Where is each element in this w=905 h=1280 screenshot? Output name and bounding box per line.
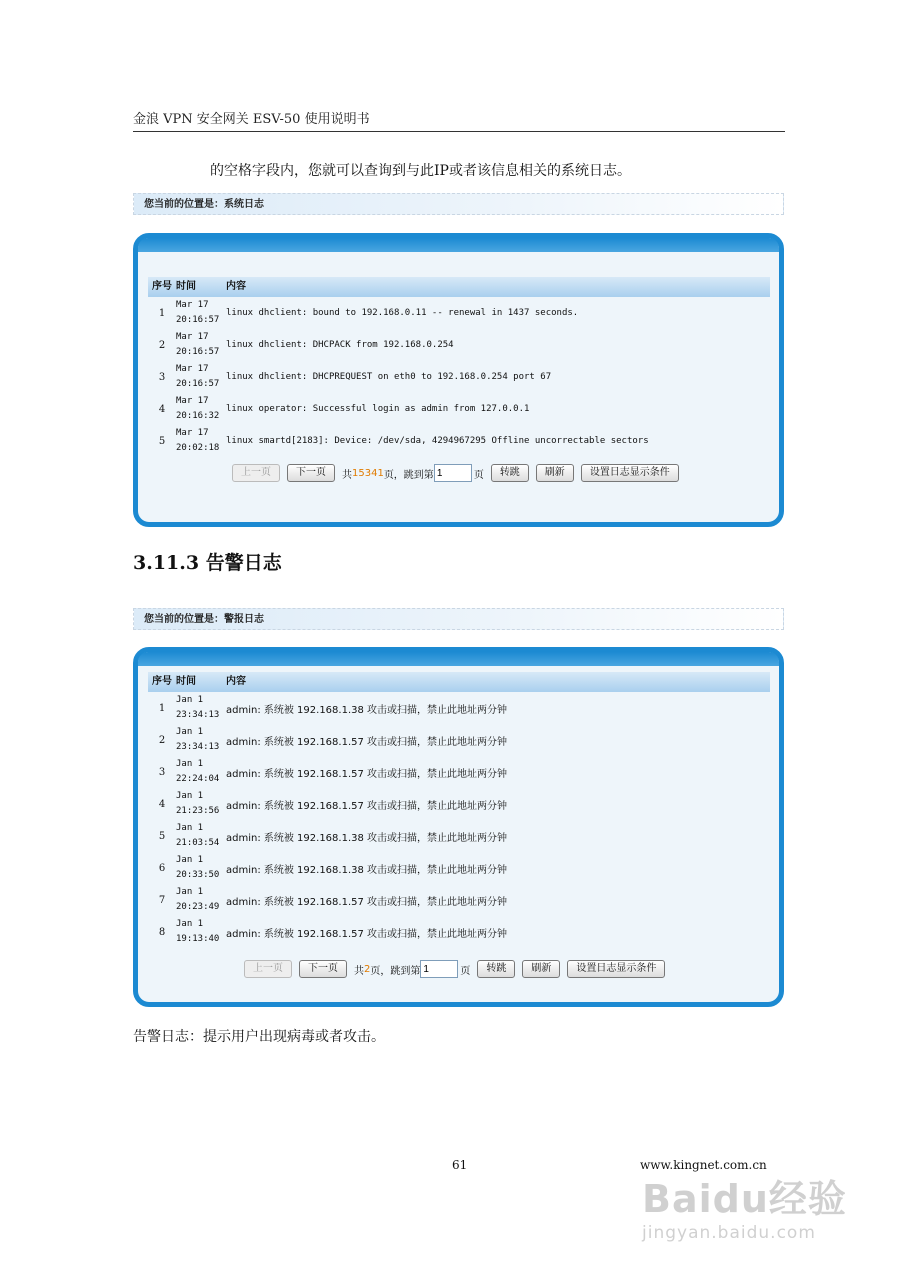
row-no: 4 [158,798,166,810]
col-time-header: 时间 [176,676,196,687]
row-content: admin: 系统被 192.168.1.57 攻击或扫描，禁止此地址两分钟 [226,928,508,940]
row-no: 8 [158,926,166,938]
row-clock: 20:16:32 [176,411,220,421]
col-content-header: 内容 [226,676,246,687]
system-log-table [148,277,770,457]
system-log-breadcrumb: 您当前的位置是：系统日志 [133,193,784,215]
display-settings-button[interactable]: 设置日志显示条件 [581,464,679,482]
row-clock: 20:16:57 [176,379,220,389]
prev-page-button[interactable]: 上一页 [232,464,280,482]
total-pages: 15341 [352,467,384,479]
page-number-input[interactable] [434,464,472,482]
table-row [148,361,770,393]
row-time [176,853,226,883]
row-date: Jan 1 [176,791,204,801]
row-clock: 22:24:04 [176,774,220,784]
row-time [176,725,226,755]
watermark-url: jingyan.baidu.com [642,1223,816,1243]
row-date: Jan 1 [176,759,204,769]
row-content: admin: 系统被 192.168.1.57 攻击或扫描，禁止此地址两分钟 [226,736,508,748]
table-row [148,916,770,948]
row-clock: 21:23:56 [176,806,220,816]
panel-topbar [138,652,779,666]
table-row [148,393,770,425]
row-date: Mar 17 [176,300,209,310]
row-date: Mar 17 [176,428,209,438]
row-no: 6 [158,862,166,874]
row-content: admin: 系统被 192.168.1.38 攻击或扫描，禁止此地址两分钟 [226,864,508,876]
table-row [148,884,770,916]
row-clock: 23:34:13 [176,742,220,752]
row-content: admin: 系统被 192.168.1.57 攻击或扫描，禁止此地址两分钟 [226,896,508,908]
table-row [148,692,770,724]
row-time [176,362,226,392]
row-no: 3 [158,766,166,778]
row-time [176,394,226,424]
row-clock: 21:03:54 [176,838,220,848]
alarm-log-table [148,672,770,948]
panel-topbar [138,238,779,252]
row-no: 2 [158,734,166,746]
system-log-pager [232,464,686,482]
row-time [176,789,226,819]
row-clock: 20:16:57 [176,347,220,357]
col-no-header: 序号 [152,281,172,292]
row-time [176,426,226,456]
row-no: 1 [158,307,166,319]
alarm-log-panel [133,647,784,1007]
row-no: 1 [158,702,166,714]
row-time [176,757,226,787]
row-time [176,885,226,915]
page-suffix: 页 [460,965,471,977]
col-time-header: 时间 [176,281,196,292]
row-clock: 23:34:13 [176,710,220,720]
table-header [148,277,770,297]
row-content: admin: 系统被 192.168.1.57 攻击或扫描，禁止此地址两分钟 [226,800,508,812]
section-title: 3.11.3 告警日志 [133,552,282,574]
table-row [148,852,770,884]
row-content: linux dhclient: bound to 192.168.0.11 -- renewal in 1437 seconds. [226,308,579,318]
row-no: 7 [158,894,166,906]
row-clock: 20:02:18 [176,443,220,453]
row-no: 3 [158,371,166,383]
row-no: 4 [158,403,166,415]
total-suffix: 页，跳到第 [383,469,434,481]
row-content: linux dhclient: DHCPACK from 192.168.0.254 [226,340,454,350]
row-time [176,330,226,360]
row-content: admin: 系统被 192.168.1.38 攻击或扫描，禁止此地址两分钟 [226,704,508,716]
total-prefix: 共 [342,469,352,481]
baidu-watermark [642,1168,862,1268]
row-date: Mar 17 [176,364,209,374]
row-clock: 20:33:50 [176,870,220,880]
page-suffix: 页 [473,469,484,481]
row-no: 5 [158,435,166,447]
total-suffix: 页，跳到第 [370,965,421,977]
row-date: Jan 1 [176,727,204,737]
col-content-header: 内容 [226,281,246,292]
row-clock: 20:23:49 [176,902,220,912]
table-row [148,724,770,756]
next-page-button[interactable]: 下一页 [287,464,335,482]
table-row [148,756,770,788]
total-pages: 2 [364,963,371,975]
table-header [148,672,770,692]
document-header: 金浪 VPN 安全网关 ESV-50 使用说明书 [133,108,785,132]
table-row [148,425,770,457]
refresh-button[interactable]: 刷新 [536,464,574,482]
row-date: Mar 17 [176,396,209,406]
row-content: admin: 系统被 192.168.1.57 攻击或扫描，禁止此地址两分钟 [226,768,508,780]
alarm-log-pager [244,960,672,978]
row-no: 5 [158,830,166,842]
row-content: admin: 系统被 192.168.1.38 攻击或扫描，禁止此地址两分钟 [226,832,508,844]
row-date: Jan 1 [176,695,204,705]
display-settings-button[interactable]: 设置日志显示条件 [567,960,665,978]
intro-paragraph: 的空格字段内，您就可以查询到与此IP或者该信息相关的系统日志。 [210,163,631,179]
jump-button[interactable]: 转跳 [491,464,529,482]
table-row [148,820,770,852]
jump-button[interactable]: 转跳 [477,960,515,978]
row-time [176,298,226,328]
row-date: Jan 1 [176,887,204,897]
row-time [176,821,226,851]
alarm-log-breadcrumb: 您当前的位置是：警报日志 [133,608,784,630]
website-link: www.kingnet.com.cn [640,1158,767,1172]
next-page-button[interactable]: 下一页 [299,960,347,978]
page-number: 61 [452,1158,468,1172]
row-clock: 20:16:57 [176,315,220,325]
table-row [148,297,770,329]
row-date: Mar 17 [176,332,209,342]
row-time [176,693,226,723]
system-log-panel [133,233,784,527]
row-content: linux operator: Successful login as admin from 127.0.0.1 [226,404,530,414]
refresh-button[interactable]: 刷新 [522,960,560,978]
alarm-log-description: 告警日志：提示用户出现病毒或者攻击。 [133,1029,385,1045]
row-content: linux dhclient: DHCPREQUEST on eth0 to 192.168.0.254 port 67 [226,372,552,382]
row-date: Jan 1 [176,855,204,865]
row-clock: 19:13:40 [176,934,220,944]
row-date: Jan 1 [176,823,204,833]
prev-page-button[interactable]: 上一页 [244,960,292,978]
row-no: 2 [158,339,166,351]
watermark-logo: Baidu经验 [642,1177,847,1221]
col-no-header: 序号 [152,676,172,687]
page-number-input[interactable] [420,960,458,978]
row-content: linux smartd[2183]: Device: /dev/sda, 4294967295 Offline uncorrectable sectors [226,436,649,446]
row-date: Jan 1 [176,919,204,929]
table-row [148,329,770,361]
total-prefix: 共 [354,965,364,977]
table-row [148,788,770,820]
row-time [176,917,226,947]
